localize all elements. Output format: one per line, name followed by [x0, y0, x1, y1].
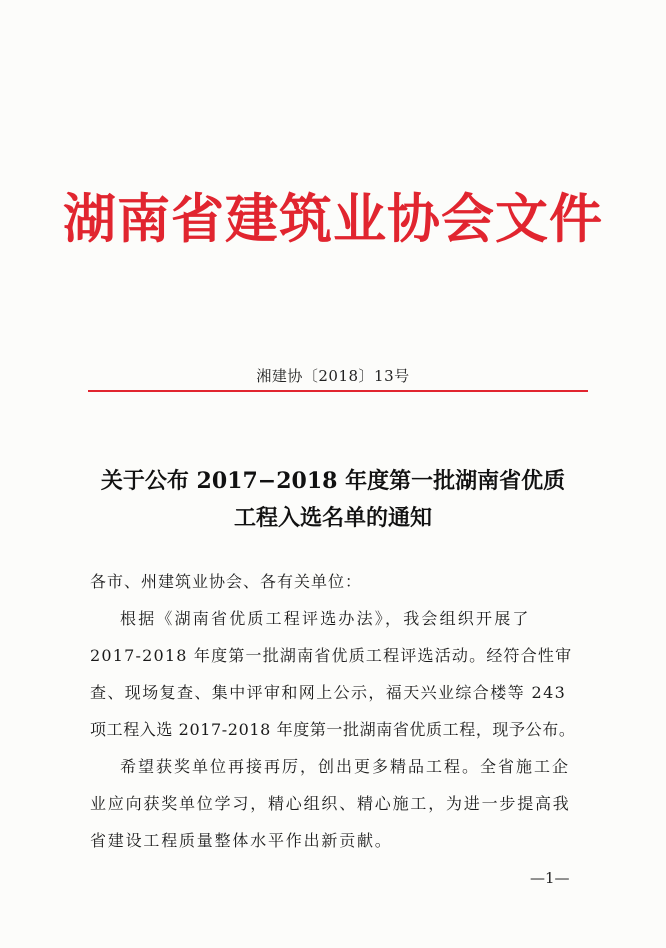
- paragraph-1-line: 根据《湖南省优质工程评选办法》，我会组织开展了: [120, 609, 531, 628]
- document-number: 湘建协〔2018〕13号: [256, 367, 410, 385]
- notice-title-line-2: 工程入选名单的通知: [233, 505, 432, 531]
- paragraph-2-line: 省建设工程质量整体水平作出新贡献。: [90, 831, 393, 850]
- salutation: 各市、州建筑业协会、各有关单位：: [90, 572, 363, 591]
- paragraph-2-line: 希望获奖单位再接再厉，创出更多精品工程。全省施工企: [120, 757, 571, 776]
- notice-title-line-1: 关于公布 2017−2018 年度第一批湖南省优质: [100, 468, 566, 494]
- paragraph-1-line: 2017-2018 年度第一批湖南省优质工程评选活动。经符合性审: [90, 646, 573, 665]
- paragraph-2-line: 业应向获奖单位学习，精心组织、精心施工，为进一步提高我: [90, 794, 571, 813]
- red-divider-rule: [88, 390, 588, 392]
- paragraph-1-line: 查、现场复查、集中评审和网上公示，福天兴业综合楼等 243: [90, 683, 567, 702]
- issuer-header-title: 湖南省建筑业协会文件: [63, 189, 603, 250]
- page-number: —1—: [530, 869, 570, 887]
- paragraph-1-line: 项工程入选 2017-2018 年度第一批湖南省优质工程，现予公布。: [90, 720, 576, 739]
